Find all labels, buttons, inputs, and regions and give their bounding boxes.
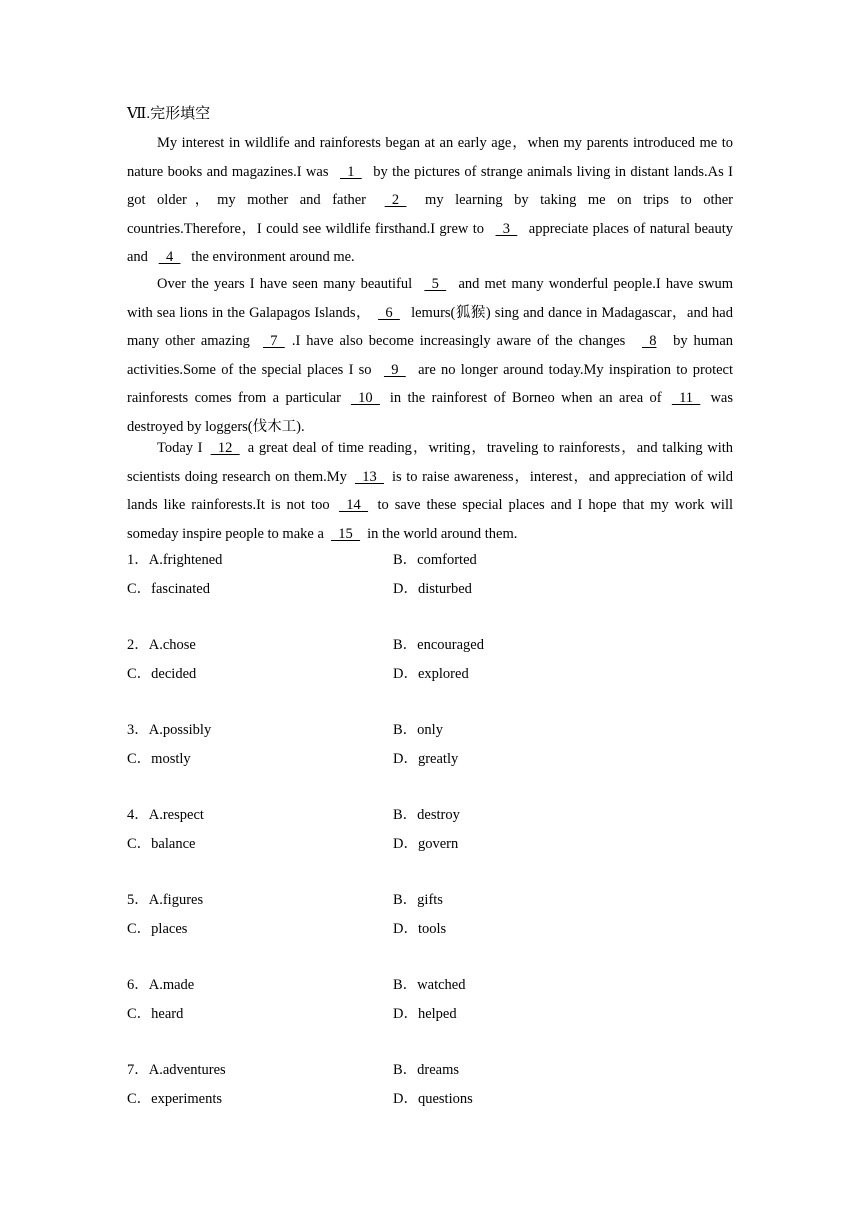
- option-d: D．helped: [393, 1006, 457, 1022]
- option-d: D．explored: [393, 666, 469, 682]
- option-b: B．comforted: [393, 552, 477, 568]
- option-b: B．only: [393, 722, 443, 738]
- blank-10: 10: [350, 390, 380, 407]
- option-b: B．dreams: [393, 1062, 460, 1078]
- blank-6: 6: [378, 304, 400, 321]
- option-c: C．mostly: [127, 751, 191, 767]
- passage-paragraph-3: [127, 434, 733, 548]
- passage-text: is to raise awareness，interest，and appreciation of wild lands like rainforests.It is not too: [127, 468, 734, 514]
- passage-paragraph-2: [127, 270, 733, 442]
- option-c: C．heard: [127, 1006, 184, 1022]
- option-a: 6．A.made: [127, 977, 195, 993]
- option-c: C．balance: [127, 836, 196, 852]
- option-d: D．greatly: [393, 751, 459, 767]
- option-b: B．encouraged: [393, 637, 484, 653]
- passage-text: Today I: [157, 440, 208, 456]
- passage-text: lemurs(狐猴) sing and dance in Madagascar，and had many other amazing: [127, 304, 733, 350]
- option-d: D．questions: [393, 1091, 473, 1107]
- blank-11: 11: [671, 390, 701, 407]
- option-a: 1．A.frightened: [127, 552, 223, 568]
- option-c: C．fascinated: [127, 581, 210, 597]
- passage-text: appreciate places of natural beauty and: [127, 220, 733, 266]
- blank-4: 4: [158, 249, 181, 266]
- option-a: 2．A.chose: [127, 637, 196, 653]
- passage-text: by human activities.Some of the special places I so: [127, 333, 734, 378]
- option-c: C．experiments: [127, 1091, 223, 1107]
- passage-text: was destroyed by loggers(伐木工).: [127, 390, 733, 435]
- option-d: D．tools: [393, 921, 447, 937]
- passage-text: .I have also become increasingly aware of the changes: [291, 333, 632, 350]
- option-d: D．govern: [393, 836, 459, 852]
- blank-12: 12: [210, 440, 240, 456]
- passage-text: My interest in wildlife and rainforests began at an early age，when my parents introduced me to nature books and magazines.I was: [127, 135, 733, 180]
- option-c: C．decided: [127, 666, 197, 682]
- passage-text: by the pictures of strange animals living in distant lands.As I got older，my mother and father: [127, 163, 733, 209]
- blank-9: 9: [383, 361, 406, 378]
- blank-2: 2: [384, 192, 407, 209]
- option-a: 4．A.respect: [127, 807, 204, 823]
- passage-text: to save these special places and I hope that my work will someday inspire people to make a: [127, 497, 733, 542]
- blank-1: 1: [339, 163, 362, 180]
- option-d: D．disturbed: [393, 581, 472, 597]
- blank-14: 14: [339, 497, 369, 514]
- blank-13: 13: [354, 468, 384, 485]
- option-b: B．destroy: [393, 807, 460, 823]
- passage-text: and met many wonderful people.I have swum with sea lions in the Galapagos Islands，: [127, 276, 733, 321]
- passage-paragraph-1: [127, 129, 733, 272]
- passage-text: in the world around them.: [363, 525, 518, 542]
- option-c: C．places: [127, 921, 188, 937]
- section-title: Ⅶ.完形填空: [127, 106, 211, 122]
- passage-text: in the rainforest of Borneo when an area of: [383, 390, 669, 407]
- option-a: 7．A.adventures: [127, 1062, 226, 1078]
- passage-text: are no longer around today.My inspiration to protect rainforests comes from a particular: [127, 361, 734, 407]
- blank-7: 7: [262, 333, 285, 350]
- blank-8: 8: [641, 333, 657, 350]
- passage-text: Over the years I have seen many beautiful: [157, 276, 418, 292]
- passage-text: a great deal of time reading，writing，traveling to rainforests，and talking with scientists doing research on them.My: [127, 440, 734, 485]
- blank-3: 3: [495, 220, 518, 237]
- option-a: 5．A.figures: [127, 892, 204, 908]
- blank-15: 15: [331, 525, 361, 542]
- option-b: B．gifts: [393, 892, 443, 908]
- passage-text: my learning by taking me on trips to other countries.Therefore，I could see wildlife firsthand.I grew to: [127, 192, 734, 237]
- option-b: B．watched: [393, 977, 466, 993]
- passage-text: the environment around me.: [187, 249, 355, 266]
- option-a: 3．A.possibly: [127, 722, 212, 738]
- blank-5: 5: [424, 276, 447, 292]
